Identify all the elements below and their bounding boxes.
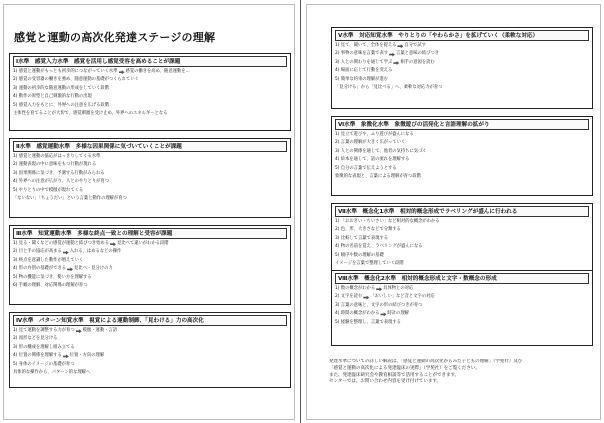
level-7-item: 3) 比較して言葉で表現する (335, 235, 389, 241)
level-1-header: Ⅰ水準 感覚入力水準 感覚を活用し感覚受容を高めることが課題 (13, 56, 287, 67)
level-2-item: 2) 運動表現の中に意味をもつ行動が現れる (13, 162, 97, 168)
arrow-icon (397, 44, 403, 48)
level-5-item: 4) 場面に応じて行動を変える (335, 68, 393, 74)
level-5-header: Ⅴ水準 対応知覚水準 やりとりの「やわらかさ」を拡げていく（柔軟な対応） (335, 30, 589, 41)
level-6-header: Ⅵ水準 象徴化水準 象徴遊びの活発化と言語理解の拡がり (335, 119, 589, 130)
level-6-note: 象徴的な表現と、言葉による理解が育つ段階 (335, 174, 421, 180)
level-6-item: 5) 自分の言葉で伝えようとする (335, 165, 397, 171)
level-7-item: 1) 「おおきい・ちいさい」など相対的な概念がわかる (335, 219, 440, 224)
arrow-icon (380, 312, 386, 316)
level-7-note: イメージを言葉で整理していく段階 (335, 261, 404, 267)
level-6-panel (331, 116, 593, 196)
level-4-header: Ⅳ水準 パターン知覚水準 視覚による運動制御、「見わける」力の高次化 (13, 315, 287, 326)
level-2-item: 4) 外界への注意が広がり、人とのやりとりが育つ (13, 179, 110, 185)
level-8-item: 4) 時間の概念がわかる 時計の理解 (335, 311, 409, 317)
level-1-note: 主体性を育てることが大切で、感覚刺激を受け止め、外界へのエネルギーとなる (13, 111, 168, 117)
level-3-item: 1) 見る・聞くなどの感覚が運動と結びつき始める 見比べて違いがわかる段階 (13, 241, 169, 246)
page-title: 感覚と運動の高次化発達ステージの理解 (14, 31, 216, 44)
level-6-item: 2) 言葉の理解が大きく広がっていく (335, 140, 406, 146)
level-2-item: 3) 因果関係に気づき、予測する行動がみられる (13, 170, 105, 176)
left-page (3, 4, 295, 420)
level-5-item: 2) 事物の意味を言葉で表す 言葉と意味の結びつき (335, 51, 440, 57)
footer-note: 発達水準についての詳しい解説は、「感覚と運動の高次化からみた子どもの理解」（学苑社）及び 「感覚と運動の高次化による発達臨床の実際」（学苑社）をご覧ください。 また、発達臨床研究会や教育相談等で活用することができます。 センターでは、お問い合わせ内容を受け付けています。 (329, 359, 523, 385)
level-7-item: 5) 順序や数の理解の基礎 (335, 252, 384, 258)
level-2-panel (9, 138, 291, 218)
level-8-item: 1) 数の概念がわかる 具体物との対応 (335, 286, 414, 291)
arrow-icon (63, 251, 69, 255)
page-divider (300, 0, 301, 423)
level-8-header: Ⅷ水準 概念化2水準 相対的概念形成と文字・数概念の形成 (335, 273, 589, 284)
level-3-item: 2) 目と手の協応が高まる 入れる、はめるなどの操作 (13, 249, 122, 255)
arrow-icon (393, 61, 399, 65)
level-4-item: 4) 位置の関係を理解する 位置・方向の理解 (13, 353, 105, 359)
level-4-note: 具体的な操作から、パターン的な理解へ (13, 370, 91, 376)
level-8-item: 5) 経験を整理し、言葉で表現する (335, 319, 401, 325)
level-6-item: 4) 絵本を通して、話の流れを理解する (335, 157, 410, 163)
right-page (306, 4, 601, 420)
level-6-item: 3) 人との関係を通して、他者の気持ちに気づく (335, 148, 427, 154)
level-4-item: 3) 形の構成を理解し組み立てる (13, 344, 75, 350)
arrow-icon (63, 354, 69, 358)
level-3-header: Ⅲ水準 知覚運動水準 多様な終点一致との理解と受容が課題 (13, 228, 287, 239)
level-5-note: 「見分ける」から「見比べる」へ、柔軟な対応力が育つ (335, 85, 443, 91)
level-2-header: Ⅱ水準 感覚運動水準 多様な因果関係に気づいていくことが課題 (13, 141, 287, 152)
level-1-panel (9, 53, 291, 131)
level-7-item: 4) 物の名前を覚え、ラベリングが盛んになる (335, 244, 423, 250)
level-1-item: 3) 運動の初歩的な随意運動の形成をしていく段階 (13, 85, 110, 91)
level-5-item: 1) 見て、聞いて、全体を捉える 自分で試す (335, 43, 426, 48)
level-4-item: 5) 身体のイメージの基礎が育つ (13, 361, 75, 367)
level-2-item: 5) やりとりの中で模倣が現れてくる (13, 187, 84, 193)
level-1-item: 5) 感覚入力をもとに、外界への注意を広げる段階 (13, 102, 110, 108)
arrow-icon (389, 53, 395, 57)
level-1-item: 4) 動作の原型と自己刺激的な行動の出現 (13, 94, 92, 100)
level-5-panel (331, 27, 593, 109)
arrow-icon (363, 296, 369, 300)
level-7-item: 2) 色、形、大きさなどで分類する (335, 227, 401, 233)
level-5-item: 3) 人との関わりを通じて学ぶ 相手の意図を読む (335, 59, 435, 65)
arrow-icon (67, 267, 73, 271)
level-6-item: 1) 見立て遊びや、ふり遊びが盛んになる (335, 132, 414, 137)
level-4-panel (9, 312, 291, 388)
level-5-item: 5) 簡単な約束の理解が進む (335, 76, 389, 82)
level-1-item: 2) 感覚の受容器の働きを強め、随意運動の基礎がつくられていく (13, 77, 139, 83)
arrow-icon (110, 242, 116, 246)
level-3-panel (9, 225, 291, 305)
level-3-item: 4) 形の弁別の基礎ができる 見比べ・見分けの力 (13, 266, 113, 272)
level-8-item: 2) 文字を読む 「おいしい」など音と文字の対応 (335, 294, 435, 300)
level-2-item: 1) 感覚と運動の協応がはっきりしてくる水準 (13, 154, 101, 159)
level-3-item: 5) 物の機能に気づき、使い方を理解する (13, 274, 92, 280)
level-7-header: Ⅶ水準 概念化1水準 相対的概念形成でラベリングが盛んに行われる (335, 206, 589, 217)
level-2-note: 「ないない」「ちょうだい」という言葉と動作の理解が育つ (13, 196, 127, 202)
level-3-item: 3) 終点を意識した動作が増えていく (13, 257, 84, 263)
arrow-icon (119, 70, 125, 74)
level-1-item: 1) 感覚と運動がもっとも初歩的につながっていく水準 感覚の働きを高め、随意運動を… (13, 69, 190, 74)
arrow-icon (76, 329, 82, 333)
level-4-item: 2) 図形などを見分ける (13, 336, 58, 342)
level-8-item: 3) 言葉の意味と、文字の形の結びつきが育つ (335, 302, 423, 308)
level-4-item: 1) 見て運動を調整する力が育つ 模倣・運動・言語 (13, 328, 118, 333)
level-8-panel (331, 270, 593, 346)
arrow-icon (376, 287, 382, 291)
level-3-item: 6) 手順の理解、対応関係の理解が育つ (13, 283, 88, 289)
